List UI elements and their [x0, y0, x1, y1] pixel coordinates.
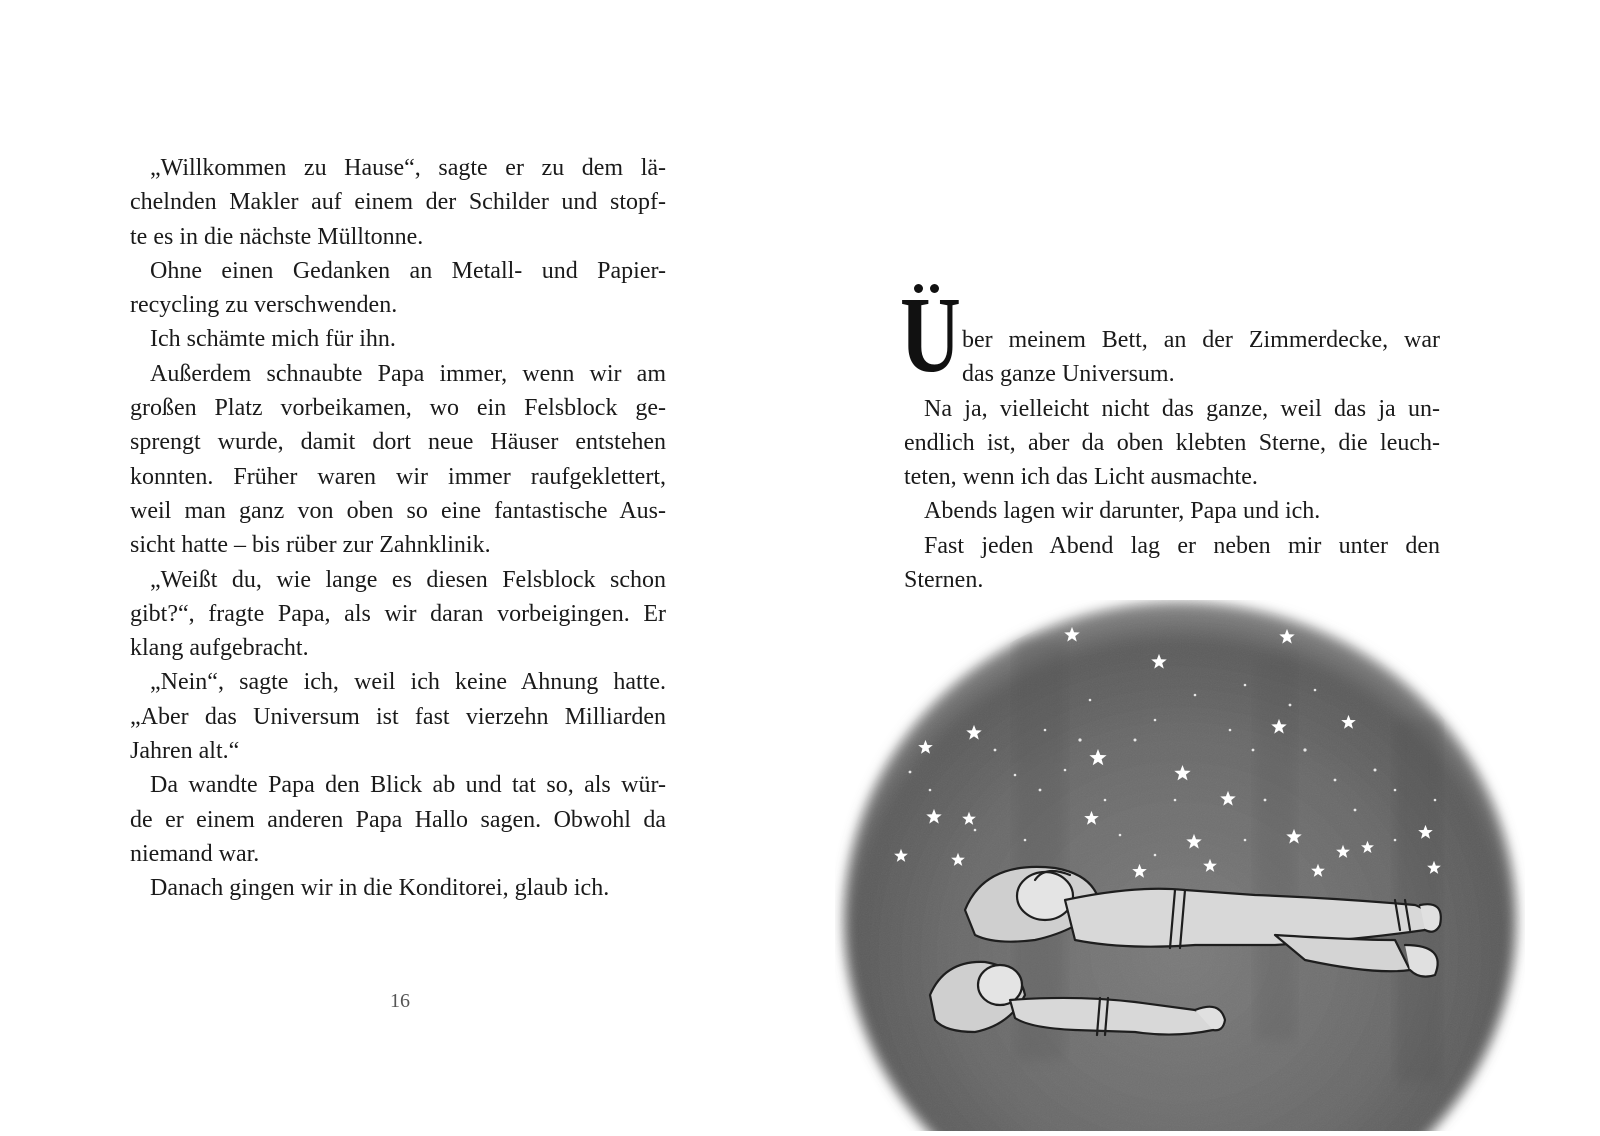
- text-line: te es in die nächste Mülltonne.: [130, 223, 424, 250]
- text-line: Fast jeden Abend lag er neben mir unter den: [924, 532, 1440, 559]
- text-line: „Nein“, sagte ich, weil ich keine Ahnung hatte.: [150, 669, 666, 696]
- text-line: „Weißt du, wie lange es diesen Felsblock schon: [150, 566, 666, 593]
- text-line: sprengt wurde, damit dort neue Häuser entstehen: [130, 429, 666, 456]
- text-line: niemand war.: [130, 840, 260, 867]
- night-sky-sleepers-image: [835, 600, 1525, 1131]
- text-line: Jahren alt.“: [130, 738, 240, 765]
- text-line: „Willkommen zu Hause“, sagte er zu dem lä-: [150, 155, 666, 181]
- text-line: klang aufgebracht.: [130, 635, 309, 662]
- text-line: teten, wenn ich das Licht ausmachte.: [904, 464, 1258, 491]
- text-line: konnten. Früher waren wir immer raufgeklettert,: [130, 463, 666, 490]
- left-page: [0, 0, 800, 1131]
- text-line: Ohne einen Gedanken an Metall- und Papier-: [150, 257, 666, 284]
- text-line: Na ja, vielleicht nicht das ganze, weil das ja un-: [924, 395, 1440, 422]
- text-line: weil man ganz von oben so eine fantastische Aus-: [130, 497, 666, 524]
- text-line: endlich ist, aber da oben klebten Sterne, die leuch-: [904, 429, 1440, 456]
- drop-cap-letter: U: [900, 276, 961, 395]
- text-line: ber meinem Bett, an der Zimmerdecke, war: [962, 327, 1440, 353]
- text-line: großen Platz vorbeikamen, wo ein Felsblock ge-: [130, 395, 666, 422]
- text-line: chelnden Makler auf einem der Schilder und stopf-: [130, 189, 666, 216]
- text-line: Da wandte Papa den Blick ab und tat so, als wür-: [150, 772, 666, 799]
- text-line: „Aber das Universum ist fast vierzehn Milliarden: [130, 703, 666, 730]
- text-line: gibt?“, fragte Papa, als wir daran vorbeigingen. Er: [130, 600, 666, 627]
- right-page-text: [904, 323, 1440, 597]
- text-line: recycling zu verschwenden.: [130, 292, 398, 319]
- text-line: Sternen.: [904, 567, 984, 594]
- text-line: Abends lagen wir darunter, Papa und ich.: [924, 498, 1321, 525]
- text-line: de er einem anderen Papa Hallo sagen. Obwohl da: [130, 806, 666, 833]
- text-line: das ganze Universum.: [962, 361, 1175, 388]
- starry-night-illustration: [835, 600, 1525, 1131]
- page-number: 16: [390, 990, 410, 1012]
- text-line: sicht hatte – bis rüber zur Zahnklinik.: [130, 532, 491, 559]
- text-line: Außerdem schnaubte Papa immer, wenn wir am: [150, 360, 666, 387]
- left-page-text: [130, 151, 666, 906]
- right-page: [800, 0, 1600, 1131]
- text-line: Ich schämte mich für ihn.: [150, 326, 396, 353]
- text-line: Danach gingen wir in die Konditorei, glaub ich.: [150, 875, 610, 902]
